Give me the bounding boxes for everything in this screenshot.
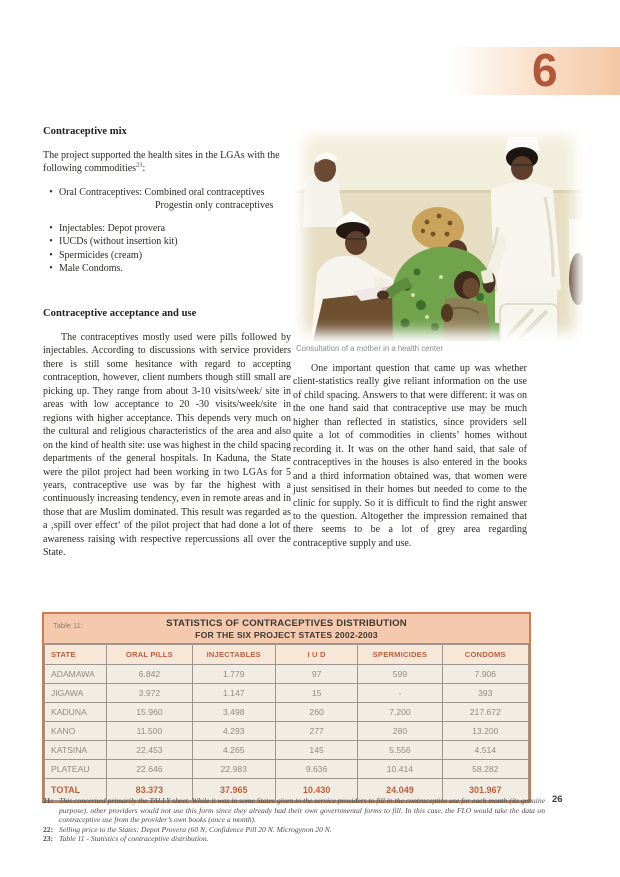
footnote-22: [43, 825, 545, 835]
table-row: ADAMAWA 6.842 1.779 97 599 7.906: [45, 665, 529, 684]
footnote-ref-23: 23: [136, 162, 143, 170]
column-header: I U D: [275, 645, 357, 665]
column-header: STATE: [45, 645, 107, 665]
list-item: • Male Condoms.: [43, 262, 291, 275]
footnote-text: This concerned primarily the TALLY sheet. While it was in some States given to the service providers to fill in the contraceptive use for each month (its genuine purpose), other providers would not use this form since they already had their own governmental forms to fill. In this case, the FLO would take the data on contraceptive use from the provider’s own books (once a month).: [59, 796, 545, 825]
client-statistics-paragraph: One important question that came up was whether client-statistics really give reliant information on the use of child spacing. Answers to that were different: it was on the one hand said that contraceptive use may be much higher than reflected in statistics, since providers sell quite a lot of commodities in clients’ homes without recording it. It was on the other hand said, that sale of contraceptives in the houses is also entered in the books and a third information obtained was, that women were just sensitised in their homes but needed to come to the clinic for supply. So it is difficult to find the right answer to the question. Altogether the impression remained that there seems to be a lot of grey area regarding contraceptive supply and use.: [293, 363, 527, 549]
footnote-number: 23:: [43, 834, 54, 844]
contraceptives-distribution-table: [44, 644, 529, 801]
left-column-bottom: [43, 308, 291, 560]
bullet-icon: •: [49, 186, 53, 198]
table-row: KANO 11.500 4.293 277 280 13.200: [45, 722, 529, 741]
page-number: 26: [552, 794, 563, 805]
footnotes: [43, 796, 545, 844]
health-center-photo: [295, 127, 583, 341]
right-column: [293, 362, 527, 550]
column-header: SPERMICIDES: [358, 645, 442, 665]
column-header: ORAL PILLS: [107, 645, 192, 665]
section-heading-contraceptive-mix: Contraceptive mix: [43, 126, 127, 137]
chapter-number: 6: [532, 44, 558, 96]
photo-illustration: [295, 127, 583, 341]
footnote-number: 22:: [43, 824, 54, 834]
table-11: [42, 612, 531, 803]
table-subtitle: FOR THE SIX PROJECT STATES 2002-2003: [195, 630, 378, 640]
table-row: KADUNA 15.960 3.498 260 7.200 217.672: [45, 703, 529, 722]
table-label: Table 11:: [53, 621, 83, 630]
bullet-icon: •: [49, 236, 53, 248]
list-item-continuation: Progestin only contraceptives: [155, 200, 274, 212]
table-row: KATSINA 22.453 4.265 145 5.556 4.514: [45, 741, 529, 760]
section-heading-acceptance-use: Contraceptive acceptance and use: [43, 308, 197, 319]
column-header: INJECTABLES: [192, 645, 275, 665]
left-column-top: [43, 126, 291, 276]
list-item: • Spermicides (cream): [43, 249, 291, 262]
table-total-row: TOTAL 83.373 37.965 10.430 24.049 301.967: [45, 779, 529, 801]
bullet-icon: •: [49, 249, 53, 261]
table-row: PLATEAU 22.646 22.983 9.636 10.414 58.282: [45, 760, 529, 779]
table-row: JIGAWA 3.972 1.147 15 - 393: [45, 684, 529, 703]
table-title-block: [44, 614, 529, 644]
chapter-banner: [450, 44, 620, 96]
column-header: CONDOMS: [442, 645, 528, 665]
photo-caption: Consultation of a mother in a health center: [296, 344, 443, 353]
list-item: • IUCDs (without insertion kit): [43, 235, 291, 248]
table-header-row: [45, 645, 529, 665]
footnote-text: Selling price to the States: Depot Provera (60 N, Confidence Pill 20 N. Microgynon 20 N.: [59, 824, 332, 834]
footnote-number: 21:: [43, 796, 54, 805]
footnote-23: [43, 834, 545, 844]
bullet-icon: •: [49, 222, 53, 234]
table-title: STATISTICS OF CONTRACEPTIVES DISTRIBUTION: [166, 618, 407, 629]
list-item: • Injectables: Depot provera: [43, 222, 291, 235]
footnote-text: Table 11 - Statistics of contraceptive distribution.: [59, 834, 209, 844]
intro-paragraph: The project supported the health sites in the LGAs with the following commodities$^{23}$:: [43, 150, 280, 175]
acceptance-paragraph: The contraceptives mostly used were pills followed by injectables. According to discussions with service providers there is still some hesitance with regard to accepting contraception, however, client numbers though still small are picking up. They range from about 3-10 visits/week/ site in areas with low acceptance to 20 -30 visits/week/site in regions with higher acceptance. This depends very much on the cultural and religious characteristics of the area and also on the kind of health site: use was highest in the child spacing departments of the general hospitals. In Kaduna, the State were the pilot project had been working in two LGAs for 5 years, contraceptive use was by far the highest with a continuously increasing tendency, even in remote areas and in those that are Muslim dominated. This result was regarded as a ‚spill over effect‘ of the pilot project that had done a lot of awareness raising with respective repercussions all over the State.: [43, 332, 291, 559]
commodity-bullet-list: [43, 186, 291, 276]
bullet-icon: •: [49, 263, 53, 275]
list-item: • Oral Contraceptives: Combined oral contraceptives: [43, 186, 291, 199]
footnote-21: [43, 796, 545, 825]
